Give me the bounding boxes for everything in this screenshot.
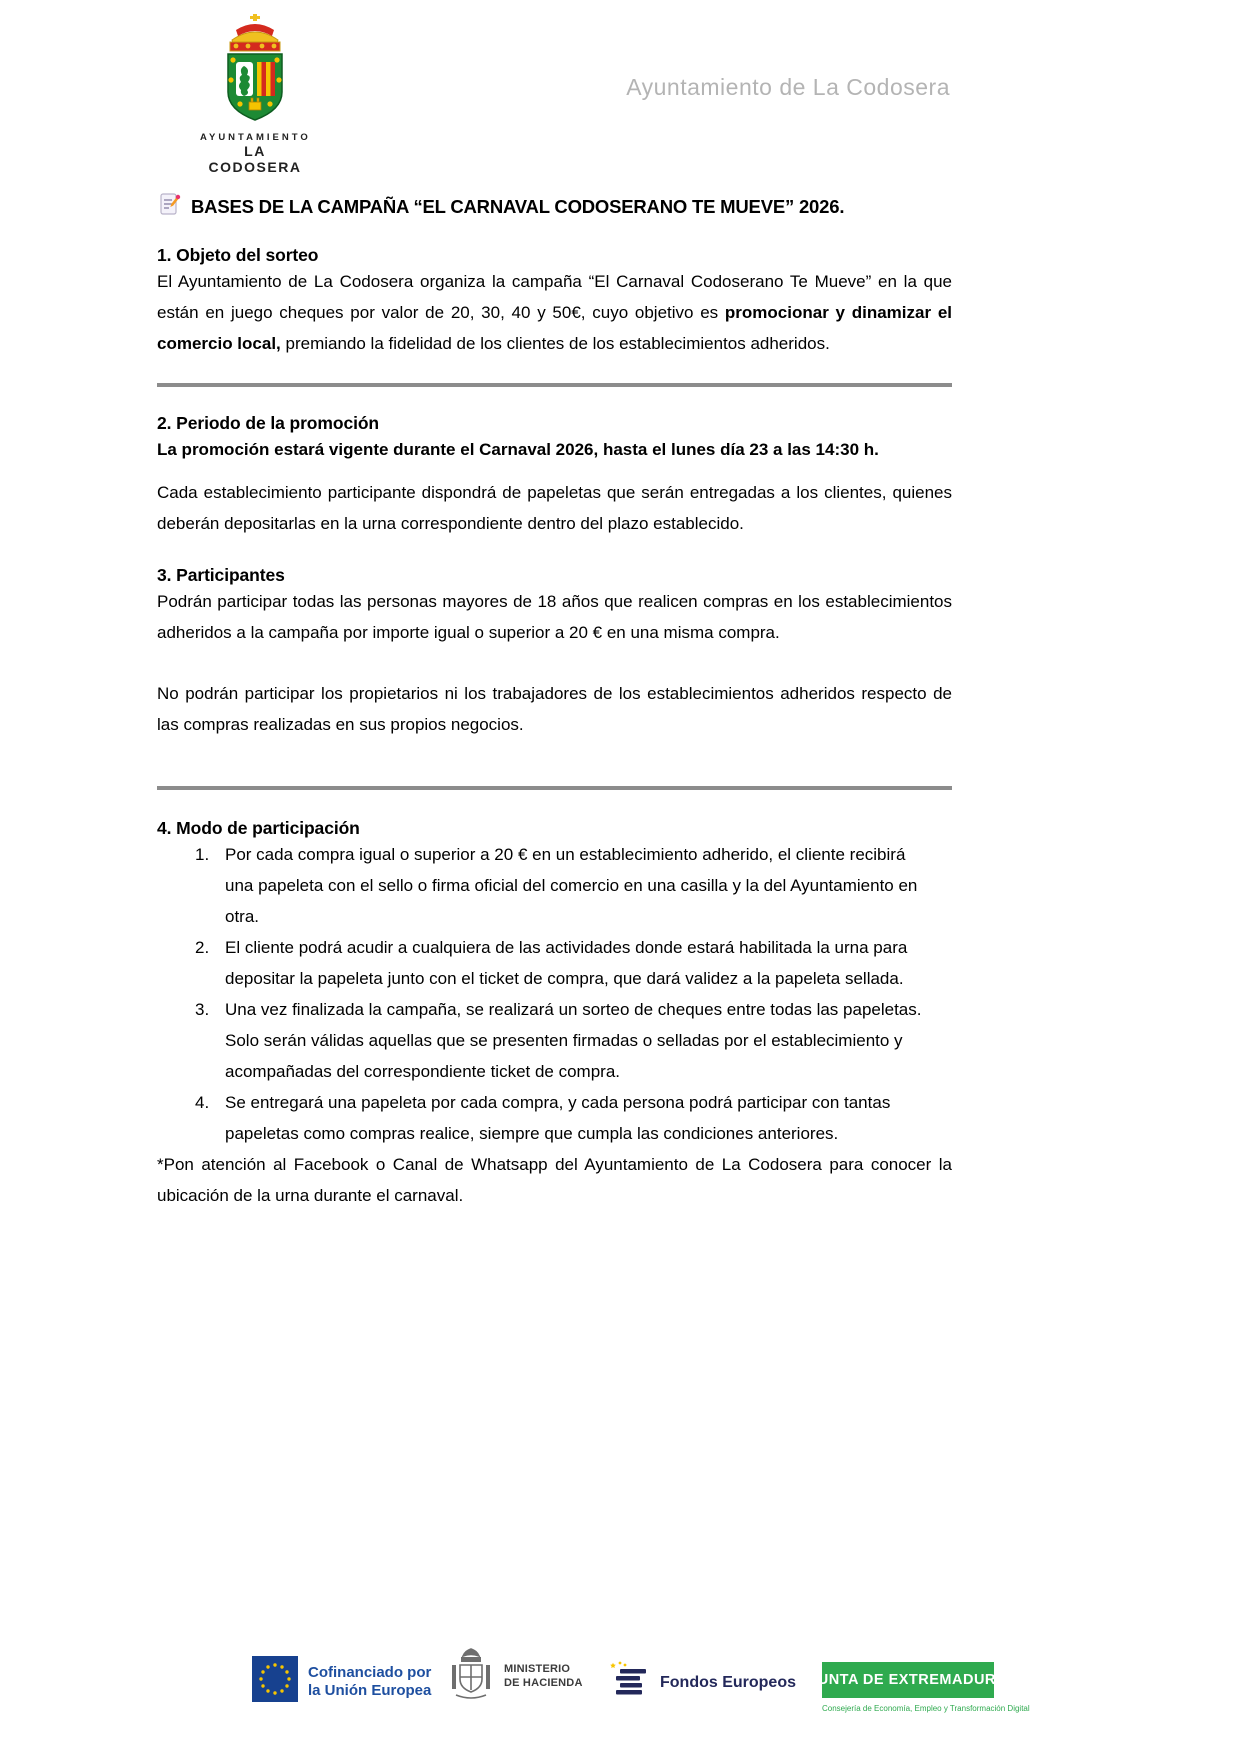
list-item-number: 3. bbox=[195, 1000, 210, 1019]
list-item-text: Por cada compra igual o superior a 20 € en un establecimiento adherido, el cliente recibirá una papeleta con el sello o firma oficial del comercio en una casilla y la del Ayuntamiento en otra. bbox=[225, 845, 918, 926]
section-2-paragraph: Cada establecimiento participante dispondrá de papeletas que serán entregadas a los clientes, quienes deberán depositarlas en la urna correspondiente dentro del plazo establecido. bbox=[157, 483, 952, 533]
footnote: *Pon atención al Facebook o Canal de Whatsapp del Ayuntamiento de La Codosera para conocer la ubicación de la urna durante el carnaval. bbox=[157, 1155, 952, 1205]
eu-flag-icon bbox=[252, 1656, 298, 1707]
list-item-number: 2. bbox=[195, 938, 210, 957]
footer-junta-logo bbox=[809, 1662, 1030, 1713]
document-title-row bbox=[159, 192, 952, 221]
section-1-paragraph bbox=[157, 266, 952, 359]
list-item bbox=[157, 839, 952, 932]
list-item-number: 1. bbox=[195, 845, 210, 864]
list-item-text: El cliente podrá acudir a cualquiera de las actividades donde estará habilitada la urna para depositar la papeleta junto con el ticket de compra, que dará validez a la papeleta sellada. bbox=[225, 938, 908, 988]
spain-coat-of-arms-icon bbox=[448, 1645, 494, 1708]
footer-fondos-logo bbox=[606, 1660, 796, 1705]
s1-text-bold: promocionar y dinamizar el comercio local, bbox=[157, 303, 952, 353]
document-body bbox=[157, 192, 952, 1211]
junta-label: JUNTA DE EXTREMADURA bbox=[809, 1672, 1007, 1688]
section-2-heading: 2. Periodo de la promoción bbox=[157, 413, 380, 433]
list-item bbox=[157, 932, 952, 994]
section-4-heading: 4. Modo de participación bbox=[157, 818, 360, 838]
section-2-highlight: La promoción estará vigente durante el Carnaval 2026, hasta el lunes día 23 a las 14:30 h. bbox=[157, 440, 879, 459]
eu-label-line2: la Unión Europea bbox=[308, 1681, 432, 1699]
section-divider bbox=[157, 383, 952, 387]
fondos-label: Fondos Europeos bbox=[660, 1673, 796, 1691]
junta-subtitle: Consejería de Economía, Empleo y Transformación Digital bbox=[822, 1704, 1030, 1713]
section-3-paragraph-2: No podrán participar los propietarios ni los trabajadores de los establecimientos adheridos respecto de las compras realizadas en sus propios negocios. bbox=[157, 684, 952, 734]
header-org-name: Ayuntamiento de La Codosera bbox=[626, 74, 950, 100]
s1-text-normal-1: El Ayuntamiento de La Codosera organiza la campaña “El Carnaval Codoserano Te Mueve” en la que están en juego cheques por valor de 20, 30, 40 y 50€, cuyo objetivo es bbox=[157, 272, 952, 322]
list-item-text: Se entregará una papeleta por cada compra, y cada persona podrá participar con tantas papeletas como compras realice, siempre que cumpla las condiciones anteriores. bbox=[225, 1093, 891, 1143]
list-item bbox=[157, 994, 952, 1087]
coat-of-arms-icon bbox=[216, 111, 294, 128]
participation-steps-list bbox=[157, 839, 952, 1149]
list-item bbox=[157, 1087, 952, 1149]
section-3-paragraph-1: Podrán participar todas las personas mayores de 18 años que realicen compras en los establecimientos adheridos a la campaña por importe igual o superior a 20 € en una misma compra. bbox=[157, 592, 952, 642]
list-item-number: 4. bbox=[195, 1093, 210, 1112]
crest-caption-line2: LA CODOSERA bbox=[208, 143, 302, 175]
section-1-heading: 1. Objeto del sorteo bbox=[157, 245, 319, 265]
page-title: BASES DE LA CAMPAÑA “EL CARNAVAL CODOSERANO TE MUEVE” 2026. bbox=[191, 195, 845, 217]
memo-icon bbox=[159, 192, 181, 221]
section-3-heading: 3. Participantes bbox=[157, 565, 285, 585]
section-divider bbox=[157, 786, 952, 790]
ministerio-label-line1: MINISTERIO bbox=[504, 1663, 571, 1675]
municipal-crest bbox=[200, 12, 310, 175]
list-item-text: Una vez finalizada la campaña, se realizará un sorteo de cheques entre todas las papeletas. Solo serán válidas aquellas que se presenten firmadas o selladas por el establecimiento y acompañadas del correspondiente ticket de compra. bbox=[225, 1000, 922, 1081]
footer-ministerio-logo bbox=[448, 1645, 583, 1708]
crest-caption-line1: AYUNTAMIENTO bbox=[200, 132, 311, 143]
footer-eu-logo bbox=[252, 1656, 431, 1707]
s1-text-normal-2: premiando la fidelidad de los clientes de los establecimientos adheridos. bbox=[280, 334, 830, 353]
fondos-europeos-icon bbox=[606, 1660, 650, 1705]
eu-label-line1: Cofinanciado por bbox=[308, 1663, 432, 1681]
junta-extremadura-badge bbox=[809, 1662, 1007, 1698]
ministerio-label-line2: DE HACIENDA bbox=[504, 1676, 583, 1689]
